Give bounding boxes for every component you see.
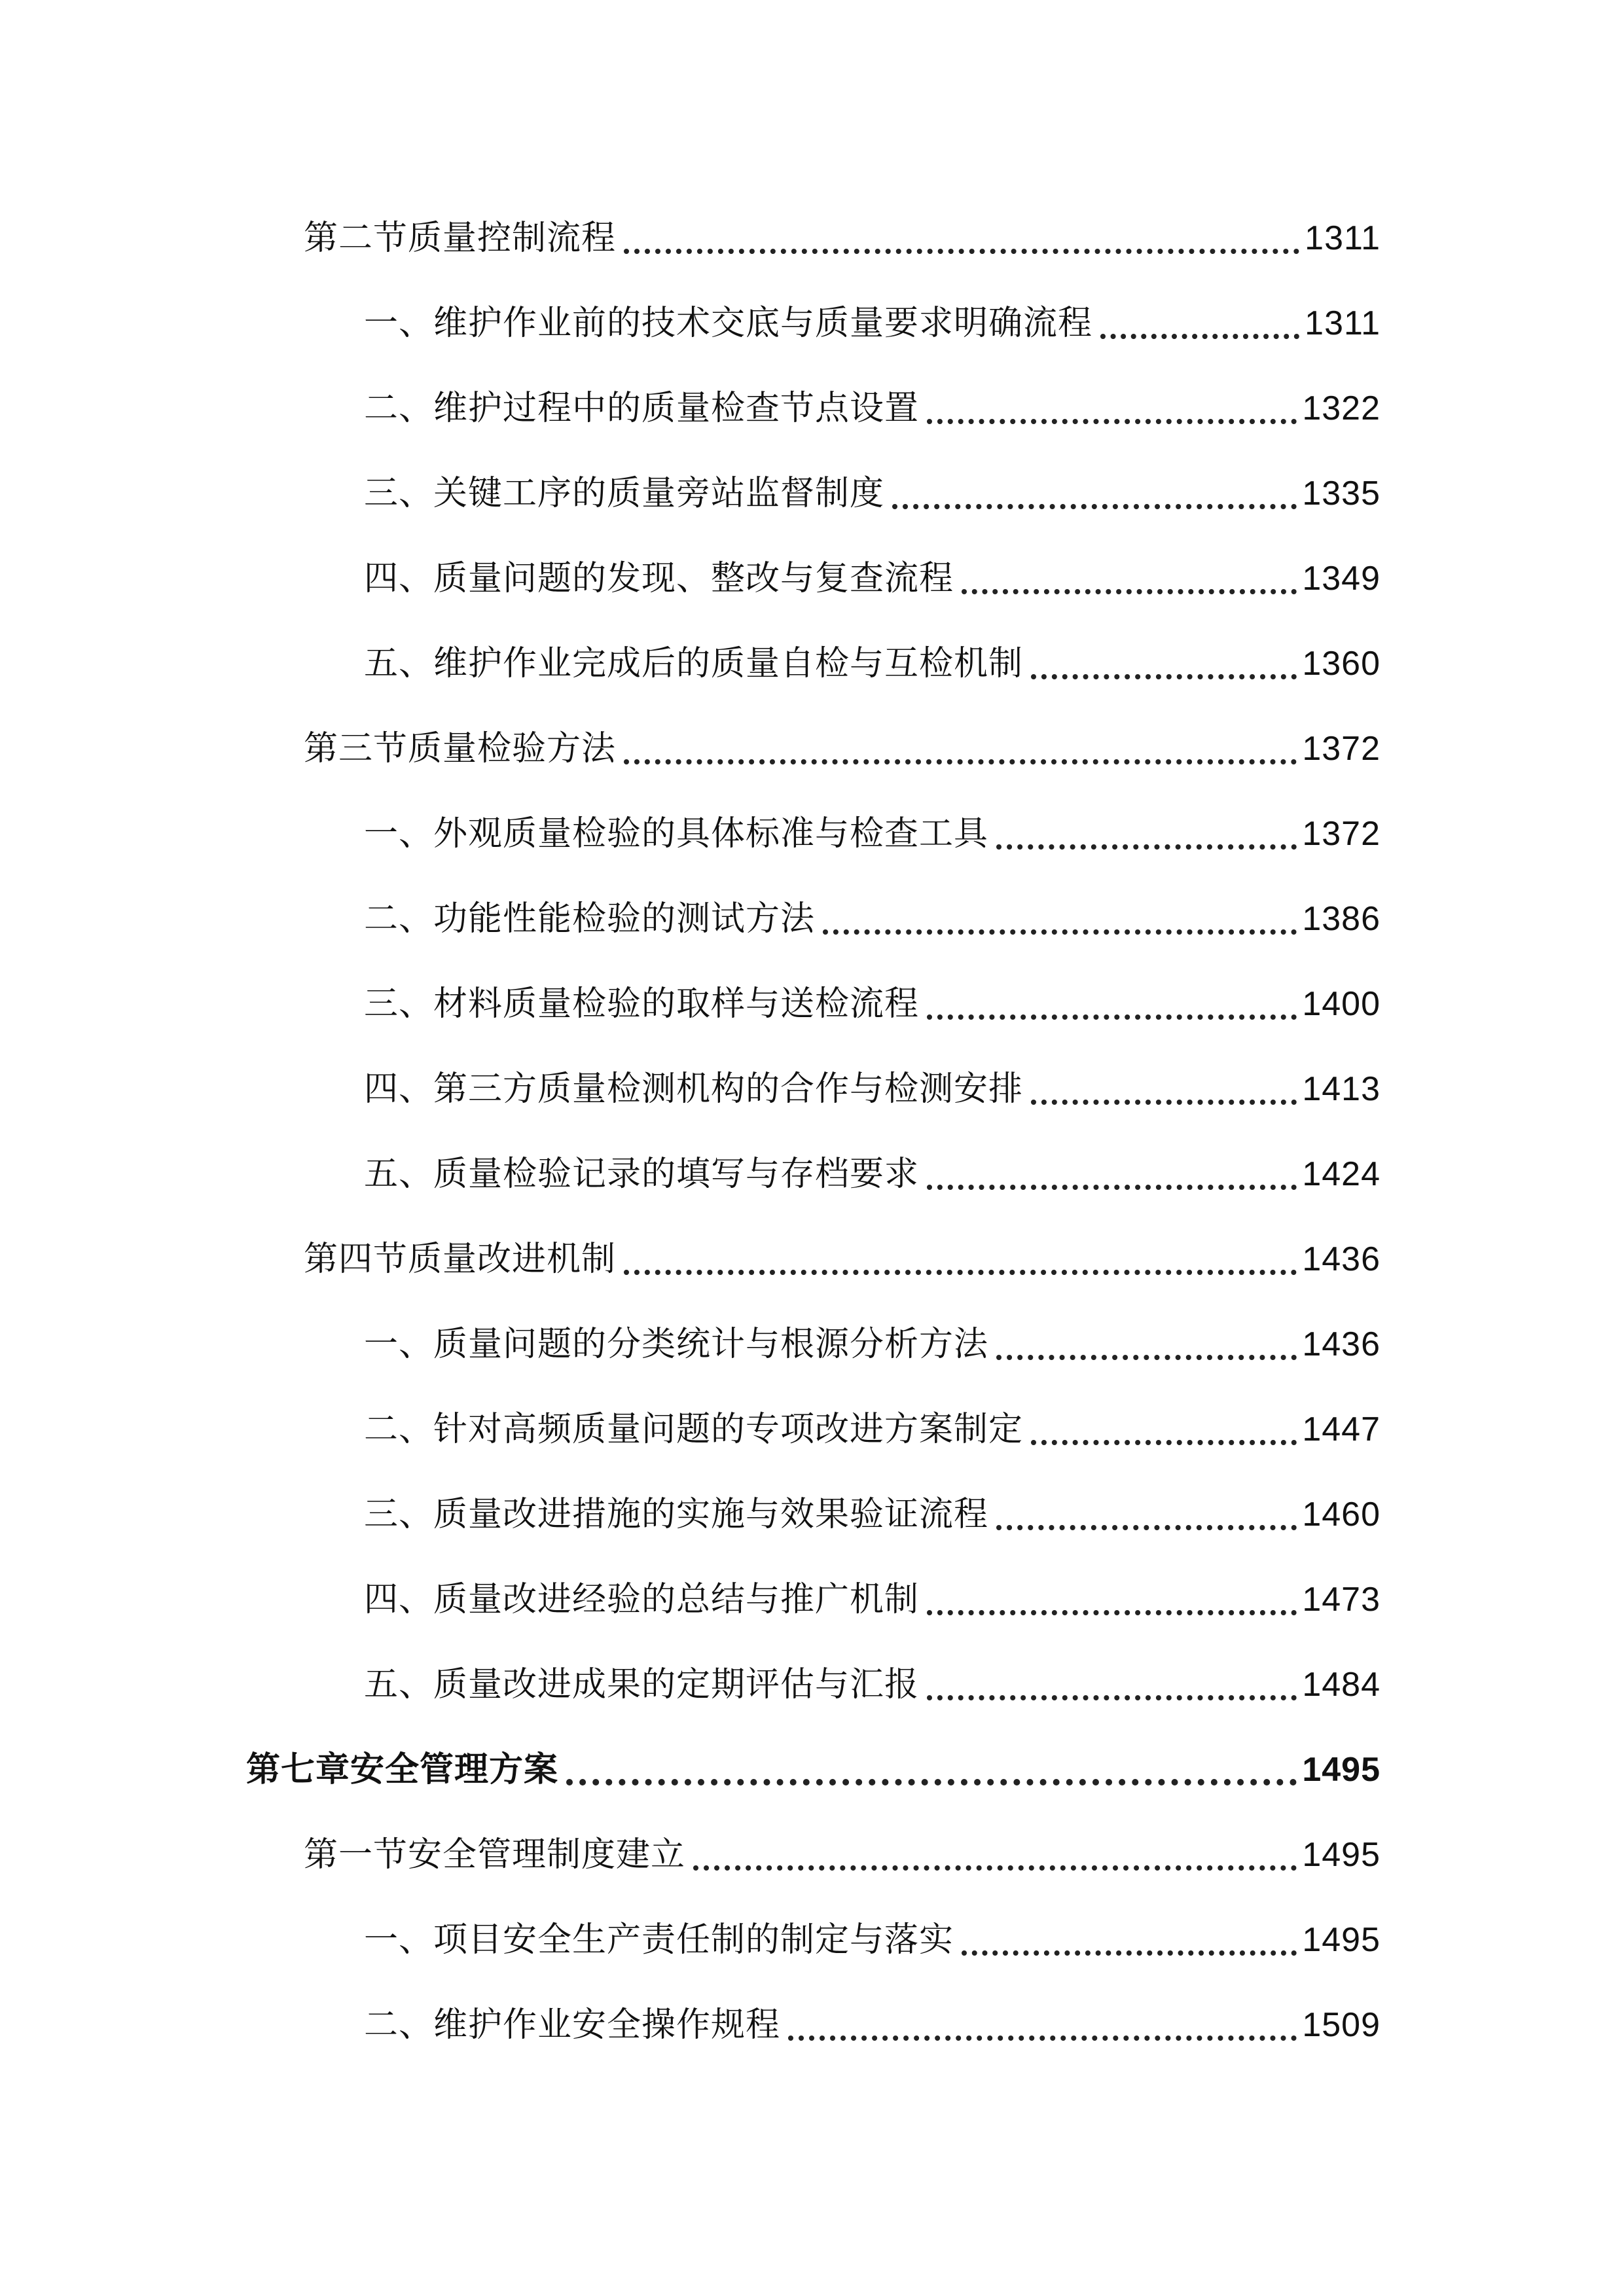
toc-entry-page-number: 1436 (1302, 1325, 1380, 1363)
toc-entry-title: 一、质量问题的分类统计与根源分析方法 (364, 1325, 989, 1364)
toc-entry-page-number: 1322 (1302, 389, 1380, 427)
toc-entry-subsection[interactable] (364, 1149, 1380, 1199)
toc-entry-title: 一、外观质量检验的具体标准与检查工具 (364, 814, 989, 853)
toc-entry-title: 二、针对高频质量问题的专项改进方案制定 (364, 1410, 1024, 1449)
toc-entry-subsection[interactable] (364, 1490, 1380, 1539)
toc-entry-subsection[interactable] (364, 1064, 1380, 1114)
toc-entry-title: 五、维护作业完成后的质量自检与互检机制 (364, 644, 1024, 683)
toc-entry-subsection[interactable] (364, 1575, 1380, 1624)
toc-entry-page-number: 1372 (1302, 815, 1380, 853)
toc-entry-subsection[interactable] (364, 1660, 1380, 1710)
toc-entry-title: 第七章安全管理方案 (246, 1750, 559, 1789)
toc-entry-title: 四、第三方质量检测机构的合作与检测安排 (364, 1069, 1024, 1109)
toc-entry-page-number: 1473 (1302, 1581, 1380, 1619)
toc-entry-page-number: 1335 (1302, 475, 1380, 512)
toc-entry-title: 一、项目安全生产责任制的制定与落实 (364, 1920, 954, 1960)
toc-entry-subsection[interactable] (364, 1405, 1380, 1454)
toc-entry-page-number: 1509 (1302, 2006, 1380, 2044)
toc-entry-subsection[interactable] (364, 469, 1380, 518)
dot-leader (962, 1950, 1297, 1956)
dot-leader (1031, 674, 1297, 679)
toc-entry-title: 第一节安全管理制度建立 (304, 1835, 686, 1874)
toc-entry-title: 三、关键工序的质量旁站监督制度 (364, 474, 885, 513)
toc-entry-title: 三、质量改进措施的实施与效果验证流程 (364, 1495, 989, 1534)
toc-entry-subsection[interactable] (364, 1319, 1380, 1369)
toc-entry-subsection[interactable] (364, 809, 1380, 859)
dot-leader (927, 1185, 1297, 1190)
dot-leader (927, 419, 1297, 424)
toc-entry-subsection[interactable] (364, 554, 1380, 603)
dot-leader (962, 589, 1297, 594)
toc-entry-chapter[interactable] (246, 1745, 1380, 1795)
dot-leader (996, 1355, 1297, 1360)
toc-entry-subsection[interactable] (364, 1915, 1380, 1965)
dot-leader (996, 844, 1297, 850)
toc-entry-section[interactable] (304, 1830, 1380, 1880)
dot-leader (624, 1270, 1297, 1275)
toc-entry-page-number: 1484 (1302, 1666, 1380, 1704)
toc-entry-title: 二、功能性能检验的测试方法 (364, 899, 816, 939)
dot-leader (566, 1779, 1297, 1785)
toc-entry-page-number: 1413 (1302, 1070, 1380, 1108)
toc-entry-subsection[interactable] (364, 2000, 1380, 2050)
toc-entry-title: 二、维护过程中的质量检查节点设置 (364, 389, 920, 428)
toc-entry-section[interactable] (304, 724, 1380, 774)
dot-leader (1031, 1100, 1297, 1105)
toc-entry-title: 五、质量改进成果的定期评估与汇报 (364, 1665, 920, 1704)
toc-entry-page-number: 1495 (1302, 1751, 1380, 1789)
dot-leader (892, 504, 1297, 509)
toc-entry-page-number: 1372 (1302, 730, 1380, 768)
toc-entry-page-number: 1424 (1302, 1155, 1380, 1193)
toc-entry-subsection[interactable] (364, 979, 1380, 1029)
dot-leader (927, 1695, 1297, 1700)
dot-leader (1031, 1440, 1297, 1445)
dot-leader (927, 1610, 1297, 1615)
toc-entry-page-number: 1311 (1305, 304, 1380, 342)
toc-entry-page-number: 1386 (1302, 900, 1380, 938)
toc-entry-subsection[interactable] (364, 894, 1380, 944)
toc-entry-title: 三、材料质量检验的取样与送检流程 (364, 984, 920, 1024)
toc-entry-page-number: 1400 (1302, 985, 1380, 1023)
toc-entry-title: 四、质量改进经验的总结与推广机制 (364, 1580, 920, 1619)
toc-entry-page-number: 1495 (1302, 1921, 1380, 1959)
toc-entry-page-number: 1436 (1302, 1240, 1380, 1278)
toc-entry-title: 第二节质量控制流程 (304, 219, 617, 258)
dot-leader (1100, 334, 1299, 339)
toc-entry-title: 五、质量检验记录的填写与存档要求 (364, 1155, 920, 1194)
dot-leader (693, 1865, 1297, 1871)
toc-entry-section[interactable] (304, 213, 1380, 263)
toc-entry-page-number: 1311 (1305, 219, 1380, 257)
toc-entry-title: 一、维护作业前的技术交底与质量要求明确流程 (364, 304, 1093, 343)
dot-leader (996, 1525, 1297, 1530)
toc-entry-title: 第三节质量检验方法 (304, 729, 617, 768)
toc-entry-page-number: 1360 (1302, 645, 1380, 683)
dot-leader (624, 759, 1297, 764)
toc-entry-section[interactable] (304, 1234, 1380, 1284)
dot-leader (823, 929, 1297, 935)
toc-entry-page-number: 1495 (1302, 1836, 1380, 1874)
dot-leader (788, 2036, 1297, 2041)
toc-entry-subsection[interactable] (364, 298, 1380, 348)
toc-entry-title: 二、维护作业安全操作规程 (364, 2005, 781, 2045)
toc-entry-page-number: 1447 (1302, 1410, 1380, 1448)
toc-entry-subsection[interactable] (364, 639, 1380, 689)
toc-entry-title: 四、质量问题的发现、整改与复查流程 (364, 559, 954, 598)
toc-entry-page-number: 1460 (1302, 1496, 1380, 1534)
toc-entry-page-number: 1349 (1302, 560, 1380, 598)
toc-entry-title: 第四节质量改进机制 (304, 1240, 617, 1279)
toc-entry-subsection[interactable] (364, 384, 1380, 433)
dot-leader (624, 249, 1299, 254)
dot-leader (927, 1014, 1297, 1020)
